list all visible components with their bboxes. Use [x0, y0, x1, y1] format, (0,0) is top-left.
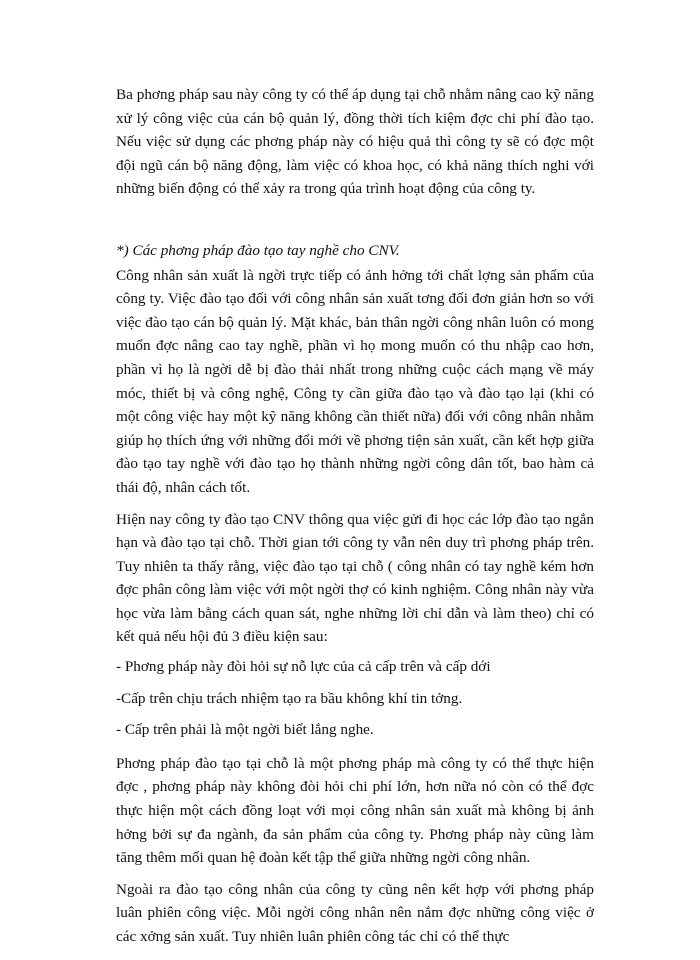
paragraph-workers: Công nhân sản xuất là ngời trực tiếp có ảnh hởng tới chất lợng sản phẩm của công ty. Việc đào tạo đối với công nhân sản xuất tơng đối đơn giản hơn so với việc đào tạo cán bộ quản lý. Mặt khác, bản thân ngời công nhân luôn có mong muốn đợc nâng cao tay nghề, phần vì họ mong muốn có thu nhập cao hơn, phần vì họ là ngời dễ bị đào thải nhất trong những cuộc cách mạng về máy móc, thiết bị và công nghệ, Công ty cần giữa đào tạo và đào tạo lại (khi có một công việc hay một kỹ năng không cần thiết nữa) đối với công nhân nhằm giúp họ thích ứng với những đổi mới về phơng tiện sản xuất, cần kết hợp giữa đào tạo tay nghề với đào tạo họ thành những ngời công dân tốt, bao hàm cả thái độ, nhân cách tốt. — [116, 266, 594, 496]
section-heading: *) Các phơng pháp đào tạo tay nghề cho CNV. — [116, 241, 400, 259]
document-page — [116, 83, 594, 949]
list-item-1: - Phơng pháp này đòi hỏi sự nỗ lực của cả cấp trên và cấp dới — [116, 658, 491, 676]
paragraph-onsite-training: Phơng pháp đào tạo tại chỗ là một phơng pháp mà công ty có thể thực hiện đợc , phơng pháp này không đòi hỏi chi phí lớn, hơn nữa nó còn có thể đợc thực hiện một cách đồng loạt với mọi công nhân sản xuất mà không bị ảnh hởng bởi sự đa ngành, đa sản phẩm của công ty. Phơng pháp này cũng làm tăng thêm mối quan hệ đoàn kết tập thể giữa những ngời công nhân. — [116, 754, 594, 867]
paragraph-intro: Ba phơng pháp sau này công ty có thể áp dụng tại chỗ nhằm nâng cao kỹ năng xử lý công việc của cán bộ quản lý, đồng thời tích kiệm đợc chi phí đào tạo. Nếu việc sử dụng các phơng pháp này có hiệu quả thì công ty sẽ có đợc một đội ngũ cán bộ năng động, làm việc có khoa học, có khả năng thích nghi với những biến động có thể xảy ra trong qúa trình hoạt động của công ty. — [116, 86, 594, 198]
list-item-3: - Cấp trên phải là một ngời biết lắng nghe. — [116, 721, 374, 739]
paragraph-current-training: Hiện nay công ty đào tạo CNV thông qua việc gửi đi học các lớp đào tạo ngắn hạn và đào tạo tại chỗ. Thời gian tới công ty vẫn nên duy trì phơng pháp trên. Tuy nhiên ta thấy rằng, việc đào tạo tại chỗ ( công nhân có tay nghề kém hơn đợc phân công làm việc với một ngời thợ có kinh nghiệm. Công nhân này vừa học vừa làm bằng cách quan sát, nghe những lời chỉ dẫn và làm theo) chỉ có kết quả nếu hội đủ 3 điều kiện sau: — [116, 510, 594, 646]
list-item-2: -Cấp trên chịu trách nhiệm tạo ra bầu không khí tin tởng. — [116, 689, 463, 707]
paragraph-job-rotation: Ngoài ra đào tạo công nhân của công ty cũng nên kết hợp với phơng pháp luân phiên công việc. Mỗi ngời công nhân nên nắm đợc những công việc ở các xởng sản xuất. Tuy nhiên luân phiên công tác chỉ có thể thực — [116, 880, 594, 945]
